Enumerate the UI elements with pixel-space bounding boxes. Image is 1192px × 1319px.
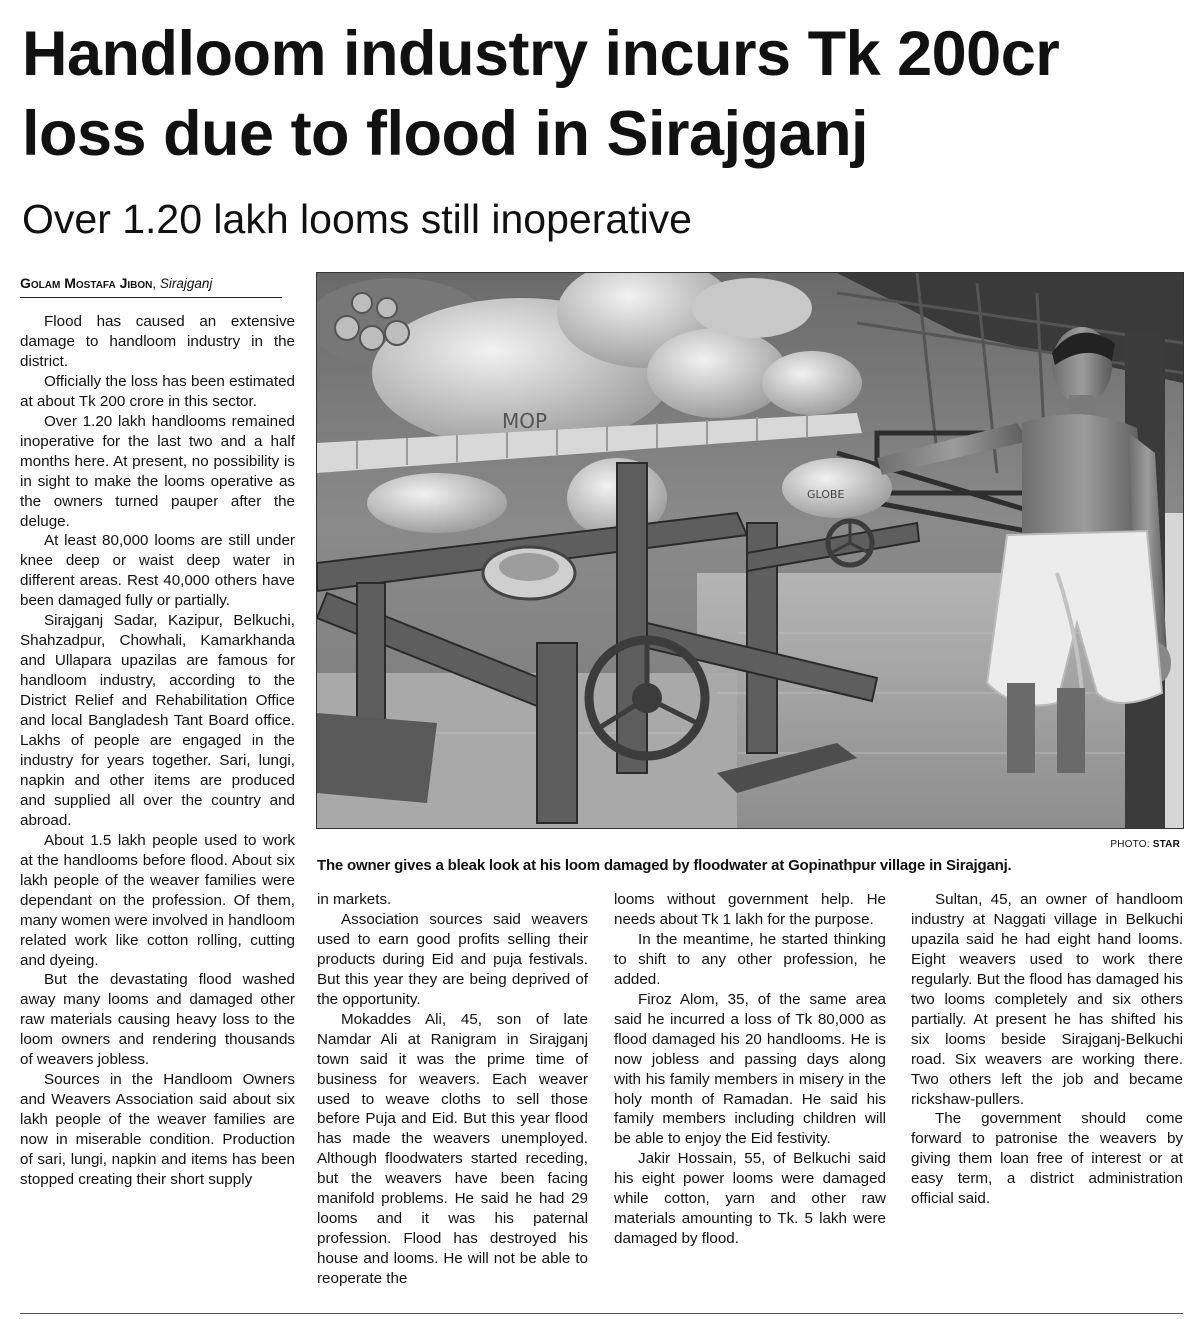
paragraph: The government should come forward to patronise the weavers by giving them loan free of interest or at easy term, a district administration official said. xyxy=(911,1110,1183,1208)
paragraph: in markets. xyxy=(317,891,392,908)
article-column-2 xyxy=(317,890,588,1289)
paragraph: In the meantime, he started thinking to shift to any other profession, he added. xyxy=(614,930,886,988)
paragraph: Flood has caused an extensive damage to handloom industry in the district. xyxy=(20,313,295,370)
paragraph: But the devastating flood washed away many looms and damaged other raw materials causing heavy loss to the loom owners and rendering thousands of weavers jobless. xyxy=(20,971,295,1069)
paragraph: About 1.5 lakh people used to work at the handlooms before flood. About six lakh people of the weaver families were dependant on the profession. Of them, many women were involved in handloom related work like cotton rolling, cutting and dyeing. xyxy=(20,831,295,969)
bottom-rule xyxy=(20,1313,1183,1314)
paragraph: Sources in the Handloom Owners and Weavers Association said about six lakh people of the weaver families are now in miserable condition. Production of sari, lungi, napkin and items has been stopped creating their short supply xyxy=(20,1071,295,1188)
paragraph: looms without government help. He needs about Tk 1 lakh for the purpose. xyxy=(614,891,886,928)
headline xyxy=(22,14,1182,174)
paragraph: Sultan, 45, an owner of handloom industry at Naggati village in Belkuchi upazila said he had eight hand looms. Eight weavers used to work there regularly. But the flood has damaged his two looms completely and six others partially. At present he has shifted his six looms beside Sirajganj-Belkuchi road. Six weavers are working there. Two others left the job and became rickshaw-pullers. xyxy=(911,891,1183,1108)
sack-lettering: MOP xyxy=(502,409,548,433)
paragraph: Sirajganj Sadar, Kazipur, Belkuchi, Shahzadpur, Chowhali, Kamarkhanda and Ullapara upazilas are famous for handloom industry, according to the District Relief and Rehabilitation Office and local Bangladesh Tant Board office. Lakhs of people are engaged in the industry for years together. Sari, lungi, napkin and other items are produced and supplied all over the country and abroad. xyxy=(20,612,295,829)
paragraph: Over 1.20 lakh handlooms remained inoperative for the last two and a half months here. At present, no possibility is in sight to make the looms operative as the owners turned pauper after the deluge. xyxy=(20,412,295,530)
paragraph: At least 80,000 looms are still under knee deep or waist deep water in different areas. Rest 40,000 others have been damaged fully or partially. xyxy=(20,532,295,610)
photo-credit xyxy=(1110,839,1180,850)
paragraph: Firoz Alom, 35, of the same area said he incurred a loss of Tk 80,000 as flood damaged his 20 handlooms. He is now jobless and passing days along with his family members in misery in the holy month of Ramadan. He said his family members including children will be able to enjoy the Eid festivity. xyxy=(614,990,886,1148)
paragraph: Officially the loss has been estimated at about Tk 200 crore in this sector. xyxy=(20,372,295,410)
byline-place: Sirajganj xyxy=(159,276,213,291)
byline-author: Golam Mostafa Jibon xyxy=(20,275,153,291)
photo-credit-source: STAR xyxy=(1152,839,1180,850)
article-column-3 xyxy=(614,890,886,1249)
photo-caption: The owner gives a bleak look at his loom damaged by floodwater at Gopinathpur village in Sirajganj. xyxy=(317,857,1012,874)
flooded-loom-photo xyxy=(317,273,1183,828)
headline-line-1: Handloom industry incurs Tk 200cr xyxy=(22,19,1060,89)
paragraph: Jakir Hossain, 55, of Belkuchi said his eight power looms were damaged while cotton, yarn and other raw materials amounting to Tk. 5 lakh were damaged by flood. xyxy=(614,1150,886,1248)
paragraph: Mokaddes Ali, 45, son of late Namdar Ali at Ranigram in Sirajganj town said it was the prime time of business for weavers. Each weaver used to weave cloths to sell those before Puja and Eid. But this year flood has made the weavers unemployed. Although floodwaters started receding, but the weavers have been facing manifold problems. He said he had 29 looms and it was his paternal profession. Flood has destroyed his house and looms. He will not be able to reoperate the xyxy=(317,1010,588,1288)
article-column-1 xyxy=(20,312,295,1190)
article-column-4 xyxy=(911,890,1183,1209)
paragraph: Association sources said weavers used to earn good profits selling their products during Eid and puja festivals. But this year they are being deprived of the opportunity. xyxy=(317,910,588,1008)
photo-credit-prefix: PHOTO: xyxy=(1110,839,1153,850)
sack-lettering: GLOBE xyxy=(807,488,845,501)
byline-separator: , xyxy=(152,276,157,291)
deck-subheadline: Over 1.20 lakh looms still inoperative xyxy=(22,196,692,242)
byline xyxy=(20,273,282,298)
news-photo xyxy=(316,272,1184,829)
headline-line-2: loss due to flood in Sirajganj xyxy=(22,99,869,169)
